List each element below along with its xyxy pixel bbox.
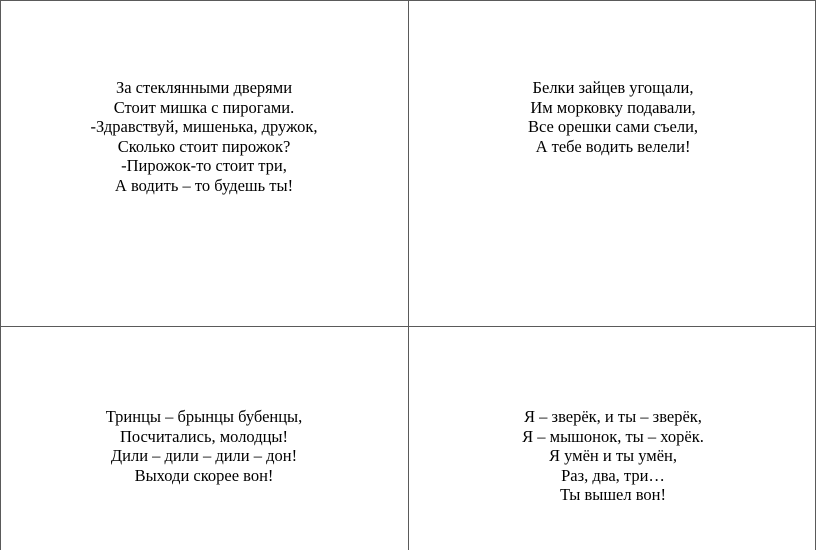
verse-line: А водить – то будешь ты! — [114, 175, 294, 195]
verse-line: -Здравствуй, мишенька, дружок, — [90, 117, 318, 136]
verse-line: Все орешки сами съели, — [527, 117, 699, 136]
verse-line: Я умён и ты умён, — [548, 446, 677, 465]
rhyme-card-top-left — [0, 78, 408, 195]
verse-line: Тринцы – брынцы бубенцы, — [105, 407, 303, 426]
verse-line: Я – зверёк, и ты – зверёк, — [524, 407, 702, 426]
verse-line: Белки зайцев угощали, — [532, 78, 694, 97]
rhyme-card-bottom-right — [409, 407, 816, 505]
verse-line: Сколько стоит пирожок? — [117, 136, 291, 156]
verse-line: За стеклянными дверями — [115, 78, 293, 97]
verse-line: А тебе водить велели! — [535, 136, 691, 156]
verse-line: Стоит мишка с пирогами. — [113, 97, 295, 117]
verse-line: Я – мышонок, ты – хорёк. — [522, 426, 704, 446]
verse-line: Ты вышел вон! — [560, 485, 666, 504]
verse-line: Раз, два, три… — [561, 465, 665, 485]
rhyme-card-top-right — [409, 78, 816, 156]
verse-line: Дили – дили – дили – дон! — [110, 446, 298, 465]
rhyme-card-bottom-left — [0, 407, 408, 485]
verse-line: Выходи скорее вон! — [134, 465, 274, 485]
verse-line: Посчитались, молодцы! — [119, 426, 289, 446]
verse-line: Им морковку подавали, — [530, 97, 696, 117]
verse-line: -Пирожок-то стоит три, — [121, 156, 287, 175]
